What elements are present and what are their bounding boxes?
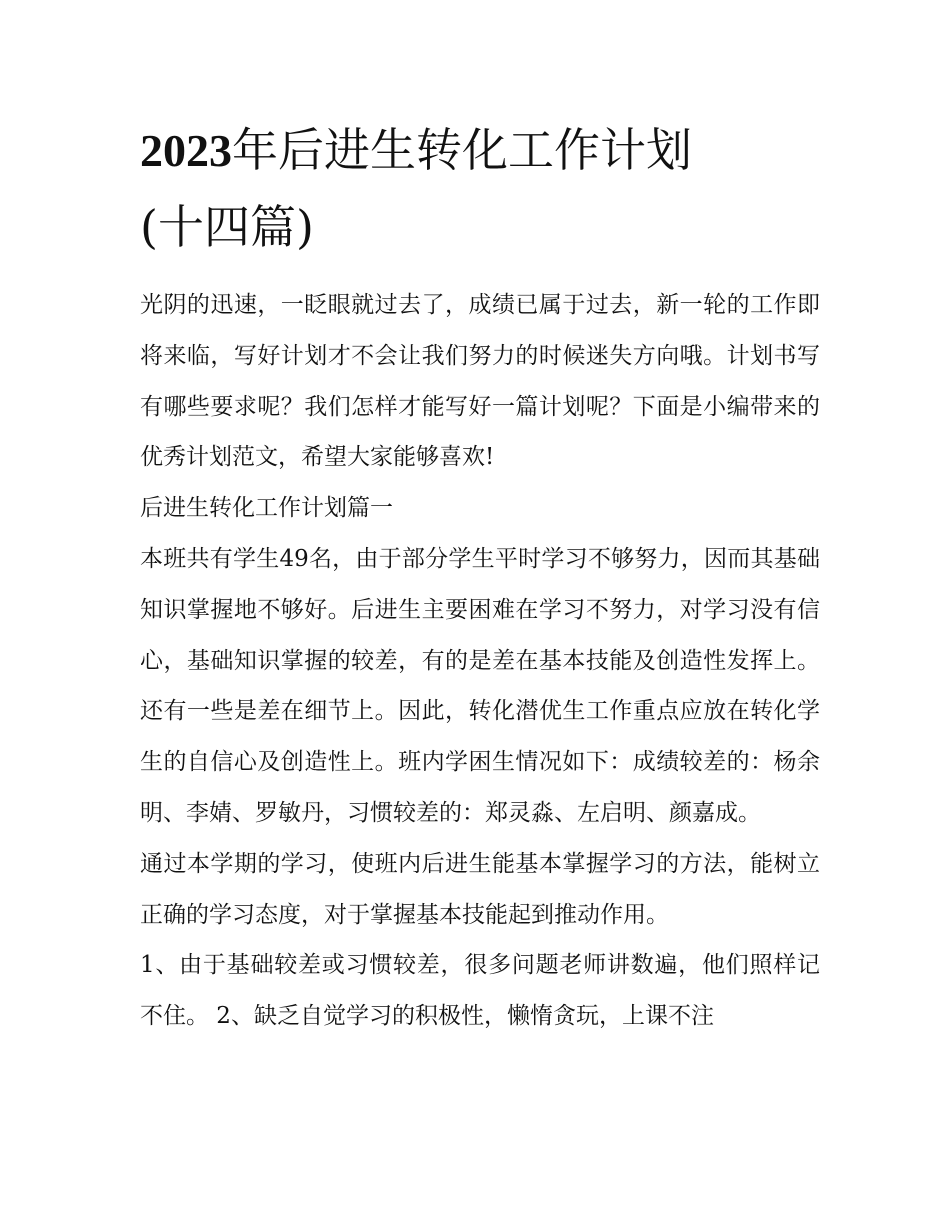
- title-year: 2023: [140, 125, 232, 176]
- document-title: [140, 112, 820, 265]
- body-paragraph-3: 1、由于基础较差或习惯较差，很多问题老师讲数遍，他们照样记不住。 2、缺乏自觉学习的积极性，懒惰贪玩，上课不注: [140, 952, 820, 1030]
- body-paragraph-1: 本班共有学生49名，由于部分学生平时学习不够努力，因而其基础知识掌握地不够好。后进生主要困难在学习不努力，对学习没有信心，基础知识掌握的较差，有的是差在基本技能及创造性发挥上。还有一些是差在细节上。因此，转化潜优生工作重点应放在转化学生的自信心及创造性上。班内学困生情况如下：成绩较差的：杨余明、李婧、罗敏丹，习惯较差的：郑灵淼、左启明、颜嘉成。: [140, 545, 820, 826]
- title-text: 年后进生转化工作计划: [232, 123, 692, 177]
- intro-paragraph: 光阴的迅速，一眨眼就过去了，成绩已属于过去，新一轮的工作即将来临，写好计划才不会让我们努力的时候迷失方向哦。计划书写有哪些要求呢？我们怎样才能写好一篇计划呢？下面是小编带来的优秀计划范文，希望大家能够喜欢!: [140, 292, 820, 471]
- body-paragraph-2: 通过本学期的学习，使班内后进生能基本掌握学习的方法，能树立正确的学习态度，对于掌握基本技能起到推动作用。: [140, 850, 820, 928]
- document-body: [140, 280, 820, 1042]
- title-line-2: (十四篇): [140, 200, 314, 254]
- title-line-1: [140, 112, 820, 189]
- section-heading: 后进生转化工作计划篇一: [140, 495, 393, 522]
